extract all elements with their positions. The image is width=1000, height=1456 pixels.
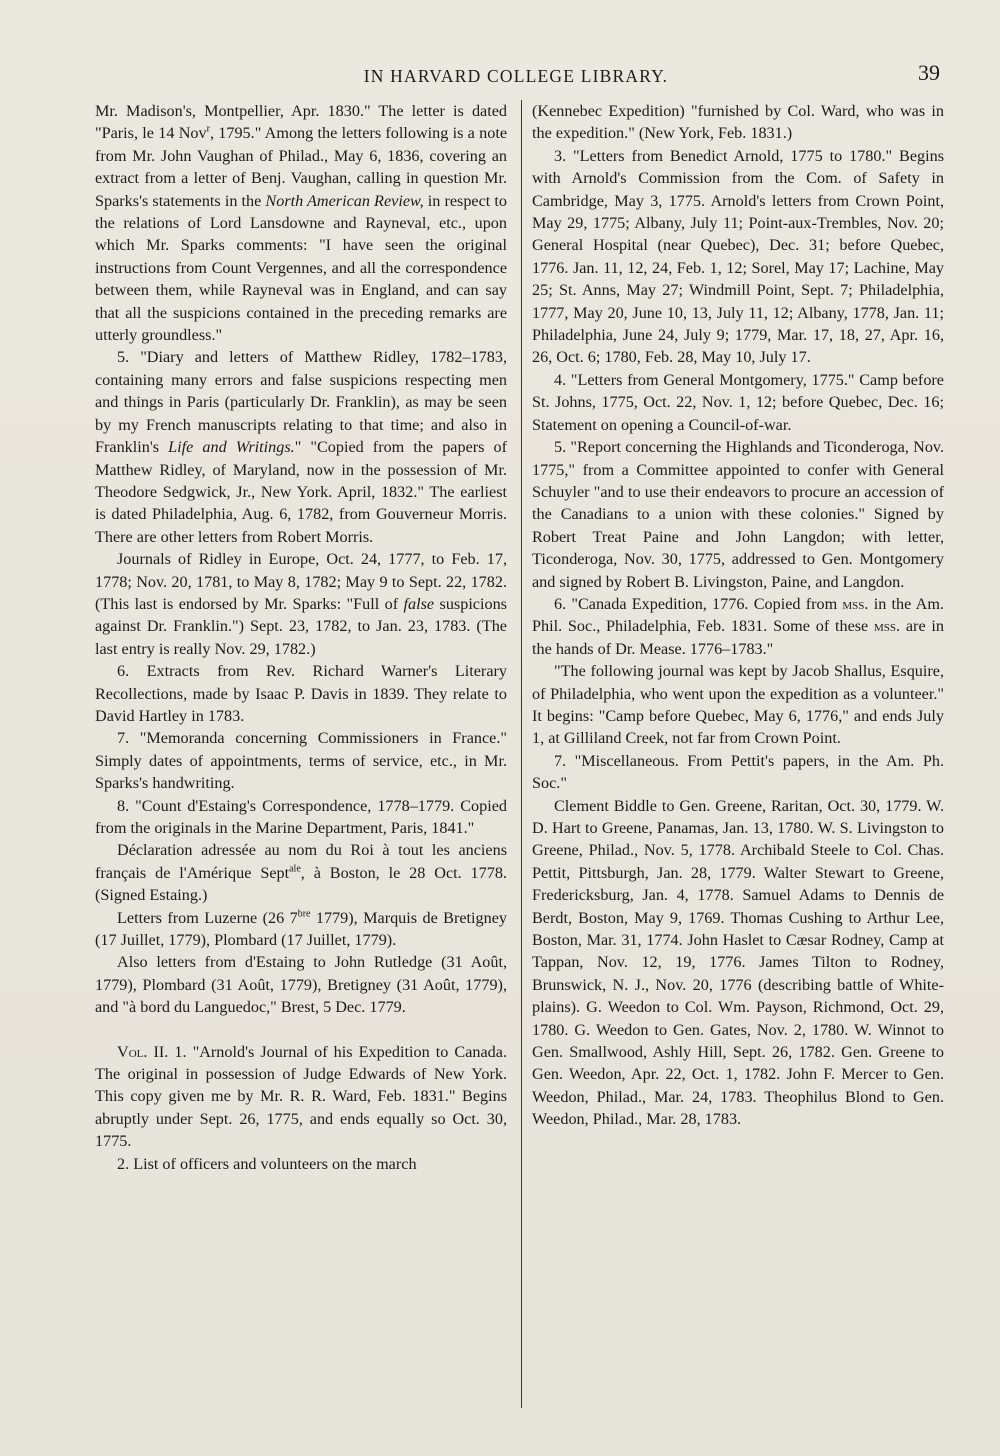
paragraph-declaration: Déclaration adressée au nom du Roi à tout les anciens français de l'Amérique Sept$^{ale}$, à Boston, le 28 Oct. 1778. (Signed Estaing.) [95, 841, 507, 905]
right-column [532, 100, 944, 1131]
paragraph-shallus-journal: "The following journal was kept by Jacob Shallus, Esquire, of Philadelphia, who went upon the expedition as a volunteer." It begins: "Camp before Quebec, May 6, 1776," and ends July 1, at Gilliland Creek, not far from Crown Point. [532, 662, 944, 748]
italic-title: Life and Writings. [168, 438, 295, 457]
paragraph-ridley-journals: Journals of Ridley in Europe, Oct. 24, 1777, to Feb. 17, 1778; Nov. 20, 1781, to May 8, 1782; May 9 to Sept. 22, 1782. (This last is endorsed by Mr. Sparks: "Full of false suspicions against Dr. Franklin.") Sept. 23, 1782, to Jan. 23, 1783. (The last entry is really Nov. 29, 1782.) [95, 550, 507, 658]
running-title: IN HARVARD COLLEGE LIBRARY. [363, 66, 669, 86]
paragraph-estaing-letters: Also letters from d'Estaing to John Rutledge (31 Août, 1779), Plombard (31 Août, 1779), Bretigney (31 Août, 1779), and "à bord du Languedoc," Brest, 5 Dec. 1779. [95, 953, 507, 1017]
paragraph-letter-list: Clement Biddle to Gen. Greene, Raritan, Oct. 30, 1779. W. D. Hart to Greene, Panamas, Jan. 13, 1780. W. S. Livingston to Greene, Philad., Nov. 5, 1778. Archibald Steele to Col. Chas. Pettit, Pittsburgh, Jan. 28, 1779. Walter Stewart to Greene, Fredericksburg, Jan. 4, 1778. Samuel Adams to Dennis de Berdt, Boston, May 9, 1769. Thomas Cushing to Arthur Lee, Boston, Mar. 31, 1774. John Haslet to Cæsar Rodney, Camp at Tappan, Nov. 12, 19, 1776. James Tilton to Rodney, Brunswick, N. J., Nov. 20, 1776 (describing battle of White-plains). G. Weedon to Col. Wm. Payson, Richmond, Oct. 29, 1780. G. Weedon to Gen. Gates, Nov. 2, 1780. W. Winnot to Gen. Smallwood, Ashly Hill, Sept. 26, 1782. Gen. Greene to Gen. Weedon, Apr. 22, Oct. 1, 1782. John F. Mercer to Gen. Weedon, Philad., Mar. 24, 1783. Theophilus Blond to Gen. Weedon, Philad., Mar. 28, 1783. [532, 796, 944, 1129]
paragraph-volume-two: Vol. II. 1. "Arnold's Journal of his Expedition to Canada. The original in possession of Judge Edwards of New York. This copy given me by Mr. R. R. Ward, Feb. 1831." Begins abruptly under Sept. 26, 1775, and ends equally so Oct. 30, 1775. [95, 1042, 507, 1151]
paragraph-ridley-diary: 5. "Diary and letters of Matthew Ridley, 1782–1783, containing many errors and false suspicions respecting men and things in Paris (particularly Dr. Franklin), as may be seen by my French manuscripts relating to that time; and also in Franklin's Life and Writings." "Copied from the papers of Matthew Ridley, of Maryland, now in the possession of Mr. Theodore Sedgwick, Jr., New York. April, 1832." The earliest is dated Philadelphia, Aug. 6, 1782, from Gouverneur Morris. There are other letters from Robert Morris. [95, 348, 507, 546]
paragraph-arnold-letters: 3. "Letters from Benedict Arnold, 1775 to 1780." Begins with Arnold's Commission from the Com. of Safety in Cambridge, May 3, 1775. Arnold's letters from Crown Point, May 29, 1775; Albany, July 11; Point-aux-Trembles, Nov. 20; General Hospital (near Quebec), Dec. 31; before Quebec, 1776. Jan. 11, 12, 24, Feb. 1, 12; Sorel, May 17; Lachine, May 25; St. Anns, May 27; Windmill Point, Sept. 7; Philadelphia, 1777, May 20, June 10, 13, July 11, 12; Albany, 1778, Jan. 11; Philadelphia, June 24, July 9; 1779, Mar. 17, 18, 27, Apr. 16, 26, Oct. 6; 1780, Feb. 28, May 10, July 17. [532, 146, 944, 367]
paragraph-memoranda: 7. "Memoranda concerning Commissioners in France." Simply dates of appointments, terms of service, etc., in Mr. Sparks's handwriting. [95, 729, 507, 793]
paragraph-madison-letter: Mr. Madison's, Montpellier, Apr. 1830." The letter is dated "Paris, le 14 Nov$^r$, 1795." Among the letters following is a note from Mr. John Vaughan of Philad., May 6, 1836, covering an extract from a letter of Benj. Vaughan, calling in question Mr. Sparks's statements in the North American Review, in respect to the relations of Lord Lansdowne and Rayneval, etc., upon which Mr. Sparks comments: "I have seen the original instructions from Count Vergennes, and all the correspondence between them, while Rayneval was in England, and can say that all the suspicions contained in the preceding remarks are utterly groundless." [95, 102, 508, 345]
paragraph-officers-list: 2. List of officers and volunteers on the march [117, 1154, 417, 1173]
superscript: bre [297, 908, 311, 920]
volume-label: Vol. II. [117, 1042, 169, 1061]
italic-word: false [403, 594, 435, 613]
superscript: r [206, 124, 210, 136]
left-column [95, 100, 507, 1175]
paragraph-luzerne-letters: Letters from Luzerne (26 $7^{bre}$ 1779), Marquis de Bretigney (17 Juillet, 1779), Plombard (17 Juillet, 1779). [95, 908, 507, 950]
superscript: ale [289, 863, 301, 875]
column-divider [521, 100, 522, 1408]
paragraph-canada-expedition: 6. "Canada Expedition, 1776. Copied from mss. in the Am. Phil. Soc., Philadelphia, Feb. 1831. Some of these mss. are in the hands of Dr. Mease. 1776–1783." [532, 594, 944, 658]
page-header [92, 60, 940, 94]
italic-title: North American Review, [265, 191, 424, 210]
paragraph-warner-extracts: 6. Extracts from Rev. Richard Warner's Literary Recollections, made by Isaac P. Davis in 1839. They relate to David Hartley in 1783. [95, 662, 507, 725]
paragraph-miscellaneous: 7. "Miscellaneous. From Pettit's papers, in the Am. Ph. Soc." [532, 751, 944, 793]
paragraph-kennebec: (Kennebec Expedition) "furnished by Col. Ward, who was in the expedition." (New York, Feb. 1831.) [532, 102, 944, 143]
page-number: 39 [918, 60, 940, 85]
paragraph-ticonderoga-report: 5. "Report concerning the Highlands and Ticonderoga, Nov. 1775," from a Committee appointed to confer with General Schuyler "and to use their endeavors to procure an accession of the Canadians to a union with these colonies." Signed by Robert Treat Paine and John Langdon; with letter, Ticonderoga, Nov. 30, 1775, addressed to Gen. Montgomery and signed by Robert B. Livingston, Paine, and Langdon. [532, 438, 944, 591]
paragraph-estaing-correspondence: 8. "Count d'Estaing's Correspondence, 1778–1779. Copied from the originals in the Marine Department, Paris, 1841." [95, 796, 507, 837]
paragraph-montgomery-letters: 4. "Letters from General Montgomery, 1775." Camp before St. Johns, 1775, Oct. 22, Nov. 1, 12; before Quebec, Dec. 16; Statement on opening a Council-of-war. [532, 370, 944, 434]
